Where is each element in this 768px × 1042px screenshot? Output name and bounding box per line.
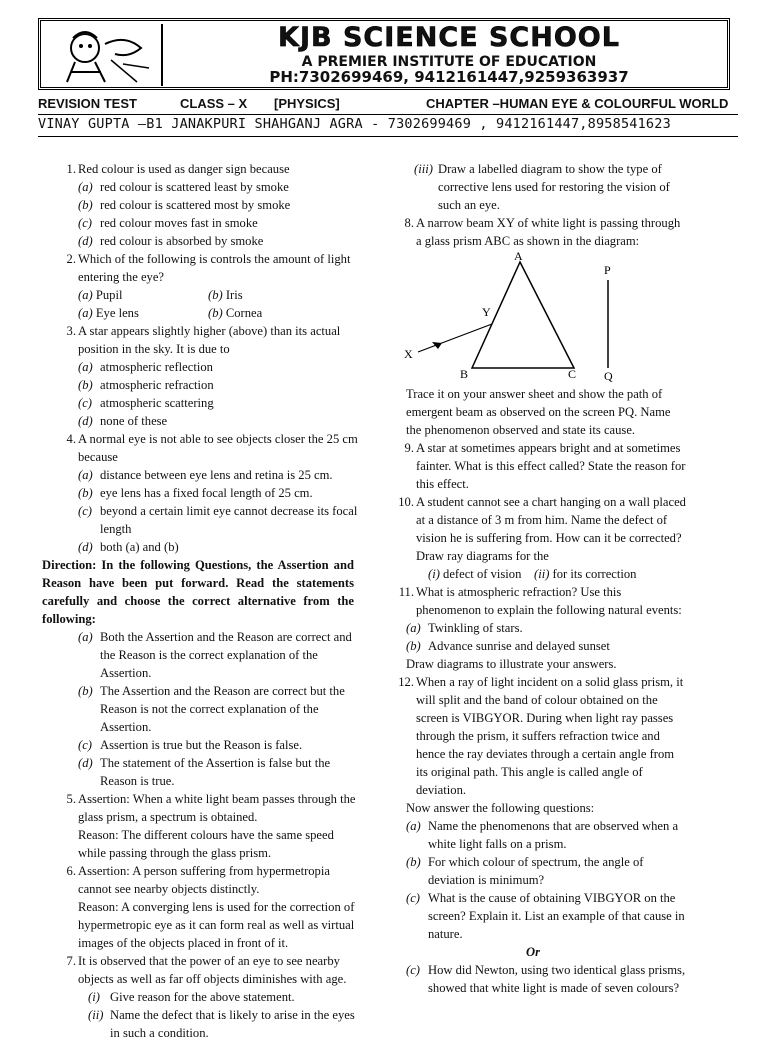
left-column xyxy=(42,160,358,1042)
class-label: CLASS – X xyxy=(180,96,248,111)
school-tagline: A PREMIER INSTITUTE OF EDUCATION xyxy=(301,54,597,70)
header-box xyxy=(38,18,730,90)
option: (b) atmospheric refraction xyxy=(78,378,214,392)
school-phones: PH:7302699469, 9412161447,9259363937 xyxy=(269,68,629,86)
question-text: What is atmospheric refraction? Use this phenomenon to explain the following natural events: xyxy=(416,585,682,617)
option: (d) none of these xyxy=(78,414,168,428)
label-q: Q xyxy=(604,369,613,383)
option-row: (a) Pupil (b) Iris xyxy=(78,288,243,302)
ar-option: (d) The statement of the Assertion is false but the Reason is true. xyxy=(78,756,331,788)
address-line: VINAY GUPTA –B1 JANAKPURI SHAHGANJ AGRA - 7302699469 , 9412161447,8958541623 xyxy=(38,116,738,137)
question-9: 9. A star at sometimes appears bright and at sometimes fainter. What is this effect called? State the reason for this effect. xyxy=(404,441,686,491)
option: (b) red colour is scattered most by smoke xyxy=(78,198,291,212)
option: (a) Twinkling of stars. xyxy=(406,621,523,635)
question-2: 2. Which of the following is controls the amount of light entering the eye? xyxy=(66,252,351,284)
reason-text: Reason: A converging lens is used for the correction of hypermetropic eye as it can form real as well as virtual images of the objects placed in front of it. xyxy=(78,900,355,950)
question-1: 1. Red colour is used as danger sign because xyxy=(66,162,290,176)
question-7: 7. It is observed that the power of an eye to see nearby objects as well as far off objects diminishes with age. xyxy=(66,954,347,986)
question-3: 3. A star appears slightly higher (above) than its actual position in the sky. It is due to xyxy=(66,324,341,356)
sub-question: (i) Give reason for the above statement. xyxy=(88,990,295,1004)
sub-question-row: (i) defect of vision (ii) for its correction xyxy=(428,567,637,581)
question-11: 11. What is atmospheric refraction? Use this phenomenon to explain the following natural events: xyxy=(398,585,682,617)
label-x: X xyxy=(404,347,413,361)
question-text: Which of the following is controls the amount of light entering the eye? xyxy=(78,252,351,284)
assertion-reason-direction: Direction: In the following Questions, the Assertion and Reason have been put forward. Read the statements carefully and choose the correct alternative from the following: xyxy=(42,558,354,626)
question-text: A narrow beam XY of white light is passing through a glass prism ABC as shown in the diagram: xyxy=(416,216,681,248)
sub-question: (iii) Draw a labelled diagram to show the type of corrective lens used for restoring the vision of such an eye. xyxy=(414,162,670,212)
prism-diagram xyxy=(380,250,686,385)
option: (c) How did Newton, using two identical glass prisms, showed that white light is made of seven colours? xyxy=(406,963,686,995)
school-name: KJB SCIENCE SCHOOL xyxy=(278,22,620,53)
subject-label: [PHYSICS] xyxy=(274,96,340,111)
label-p: P xyxy=(604,263,611,277)
ar-option: (a) Both the Assertion and the Reason are correct and the Reason is the correct explanation of the Assertion. xyxy=(78,630,352,680)
question-8: 8. A narrow beam XY of white light is passing through a glass prism ABC as shown in the diagram: xyxy=(404,216,681,248)
question-11-followup: Draw diagrams to illustrate your answers. xyxy=(406,657,617,671)
label-y: Y xyxy=(482,305,491,319)
reason-text: Reason: The different colours have the same speed while passing through the glass prism. xyxy=(78,828,334,860)
assertion-text: Assertion: When a white light beam passes through the glass prism, a spectrum is obtained. xyxy=(78,792,356,824)
question-text: Red colour is used as danger sign because xyxy=(78,162,290,176)
label-a: A xyxy=(514,250,523,263)
question-6: 6. Assertion: A person suffering from hypermetropia cannot see nearby objects distinctly. Reason: A converging lens is used for the correction of hypermetropic eye as it can form real as well as virtual images of the objects placed in front of it. xyxy=(42,862,358,952)
question-text: A student cannot see a chart hanging on a wall placed at a distance of 3 m from him. Name the defect of vision he is suffering from. How can it be corrected? Draw ray diagrams for the xyxy=(416,495,686,563)
option: (a) red colour is scattered least by smoke xyxy=(78,180,289,194)
option: (d) both (a) and (b) xyxy=(78,540,179,554)
option: (c) beyond a certain limit eye cannot decrease its focal length xyxy=(78,504,358,536)
assertion-text: Assertion: A person suffering from hypermetropia cannot see nearby objects distinctly. xyxy=(78,864,330,896)
question-text: It is observed that the power of an eye to see nearby objects as well as far off objects diminishes with age. xyxy=(78,954,347,986)
sub-question: (ii) Name the defect that is likely to arise in the eyes in such a condition. xyxy=(88,1008,355,1040)
option: (c) atmospheric scattering xyxy=(78,396,214,410)
option: (d) red colour is absorbed by smoke xyxy=(78,234,264,248)
option-row: (a) Eye lens (b) Cornea xyxy=(78,306,263,320)
option: (b) Advance sunrise and delayed sunset xyxy=(406,639,610,653)
test-info-row xyxy=(38,94,738,115)
question-5: 5. Assertion: When a white light beam passes through the glass prism, a spectrum is obtained. Reason: The different colours have the same speed while passing through the glass prism. xyxy=(42,790,358,862)
option: (a) atmospheric reflection xyxy=(78,360,213,374)
test-type: REVISION TEST xyxy=(38,96,137,111)
option: (c) What is the cause of obtaining VIBGYOR on the screen? Explain it. List an example of that cause in nature. xyxy=(406,891,685,941)
chapter-label: CHAPTER –HUMAN EYE & COLOURFUL WORLD xyxy=(426,96,729,111)
label-b: B xyxy=(460,367,469,381)
ar-option: (c) Assertion is true but the Reason is false. xyxy=(78,738,303,752)
question-12-now: Now answer the following questions: xyxy=(406,801,595,815)
option: (c) red colour moves fast in smoke xyxy=(78,216,258,230)
question-text: A star appears slightly higher (above) than its actual position in the sky. It is due to xyxy=(78,324,341,356)
option: (a) distance between eye lens and retina is 25 cm. xyxy=(78,468,333,482)
option: (b) For which colour of spectrum, the angle of deviation is minimum? xyxy=(406,855,644,887)
school-logo-icon xyxy=(45,24,163,86)
question-text: When a ray of light incident on a solid glass prism, it will split and the band of colour obtained on the screen is VIBGYOR. During when light ray passes through the prism, it suffers refraction twice and hence the ray deviates through a certain angle from its original path. This angle is called angle of deviation. xyxy=(416,675,684,797)
or-separator: Or xyxy=(526,945,540,959)
question-10: 10. A student cannot see a chart hanging on a wall placed at a distance of 3 m from him. Name the defect of vision he is suffering from. How can it be corrected? Draw ray diagrams for the xyxy=(398,495,686,563)
label-c: C xyxy=(568,367,577,381)
option: (b) eye lens has a fixed focal length of 25 cm. xyxy=(78,486,313,500)
question-12: 12. When a ray of light incident on a solid glass prism, it will split and the band of colour obtained on the screen is VIBGYOR. During when light ray passes through the prism, it suffers refraction twice and hence the ray deviates through a certain angle from its original path. This angle is called angle of deviation. xyxy=(398,675,684,797)
right-column xyxy=(380,160,686,997)
option: (a) Name the phenomenons that are observed when a white light falls on a prism. xyxy=(406,819,679,851)
ar-option: (b) The Assertion and the Reason are correct but the Reason is not the correct explanation of the Assertion. xyxy=(78,684,345,734)
question-text: A normal eye is not able to see objects closer the 25 cm because xyxy=(78,432,358,464)
question-4: 4. A normal eye is not able to see objects closer the 25 cm because xyxy=(66,432,358,464)
question-8-followup: Trace it on your answer sheet and show the path of emergent beam as observed on the screen PQ. Name the phenomenon observed and state its cause. xyxy=(406,387,671,437)
question-text: A star at sometimes appears bright and at sometimes fainter. What is this effect called? State the reason for this effect. xyxy=(416,441,686,491)
